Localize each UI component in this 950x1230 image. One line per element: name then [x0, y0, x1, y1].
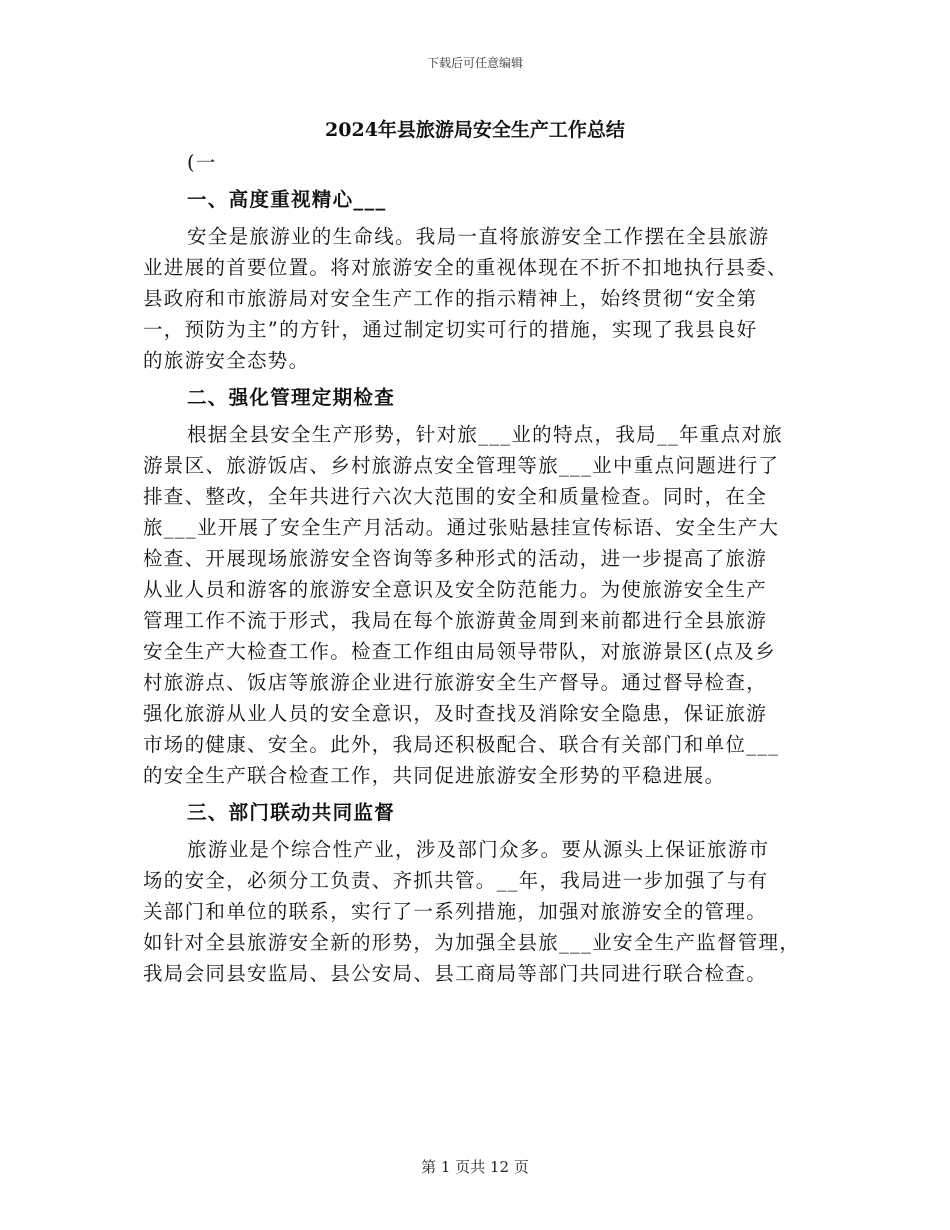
- section-1-heading: 一、高度重视精心___: [187, 188, 387, 211]
- section-2-line: 安全生产大检查工作。检查工作组由局领导带队，对旅游景区(点及乡: [143, 640, 776, 663]
- section-3-line: 旅游业是个综合性产业，涉及部门众多。要从源头上保证旅游市: [187, 838, 770, 861]
- section-2-heading: 二、强化管理定期检查: [187, 386, 396, 409]
- section-3-line: 我局会同县安监局、县公安局、县工商局等部门共同进行联合检查。: [143, 962, 768, 985]
- section-1-line: 的旅游安全态势。: [143, 349, 310, 372]
- section-1-line: 县政府和市旅游局对安全生产工作的指示精神上，始终贯彻“安全第: [143, 287, 758, 310]
- section-2-line: 游景区、旅游饭店、乡村旅游点安全管理等旅___业中重点问题进行了: [143, 454, 780, 477]
- section-2-line: 强化旅游从业人员的安全意识，及时查找及消除安全隐患，保证旅游: [143, 702, 768, 725]
- document-title: 2024年县旅游局安全生产工作总结: [325, 119, 625, 141]
- document-body: [143, 147, 815, 989]
- section-1-line: 一，预防为主”的方针，通过制定切实可行的措施，实现了我县良好: [143, 318, 758, 341]
- section-3-heading: 三、部门联动共同监督: [187, 801, 396, 824]
- section-3-line: 关部门和单位的联系，实行了一系列措施，加强对旅游安全的管理。: [143, 900, 768, 923]
- section-3-line: 场的安全，必须分工负责、齐抓共管。__年，我局进一步加强了与有: [143, 869, 769, 892]
- section-2-line: 村旅游点、饭店等旅游企业进行旅游安全生产督导。通过督导检查，: [143, 671, 768, 694]
- section-2-line: 从业人员和游客的旅游安全意识及安全防范能力。为使旅游安全生产: [143, 578, 768, 601]
- header-note: 下载后可任意编辑: [426, 56, 523, 70]
- section-2-line: 根据全县安全生产形势，针对旅___业的特点，我局__年重点对旅: [187, 423, 784, 446]
- section-2-line: 检查、开展现场旅游安全咨询等多种形式的活动，进一步提高了旅游: [143, 547, 768, 570]
- section-3-line: 如针对全县旅游安全新的形势，为加强全县旅___业安全生产监督管理，: [143, 931, 801, 954]
- section-2-line: 排查、整改，全年共进行六次大范围的安全和质量检查。同时，在全: [143, 485, 768, 508]
- section-2-line: 管理工作不流于形式，我局在每个旅游黄金周到来前都进行全县旅游: [143, 609, 768, 632]
- section-2-line: 的安全生产联合检查工作，共同促进旅游安全形势的平稳进展。: [143, 764, 726, 787]
- section-1-line: 安全是旅游业的生命线。我局一直将旅游安全工作摆在全县旅游: [187, 225, 770, 248]
- section-1-line: 业进展的首要位置。将对旅游安全的重视体现在不折不扣地执行县委、: [143, 256, 788, 279]
- subtitle-marker: (一: [187, 151, 217, 174]
- page-number-footer: 第 1 页共 12 页: [421, 1158, 529, 1176]
- section-2-line: 市场的健康、安全。此外，我局还积极配合、联合有关部门和单位___: [143, 733, 780, 756]
- section-2-line: 旅___业开展了安全生产月活动。通过张贴悬挂宣传标语、安全生产大: [143, 516, 780, 539]
